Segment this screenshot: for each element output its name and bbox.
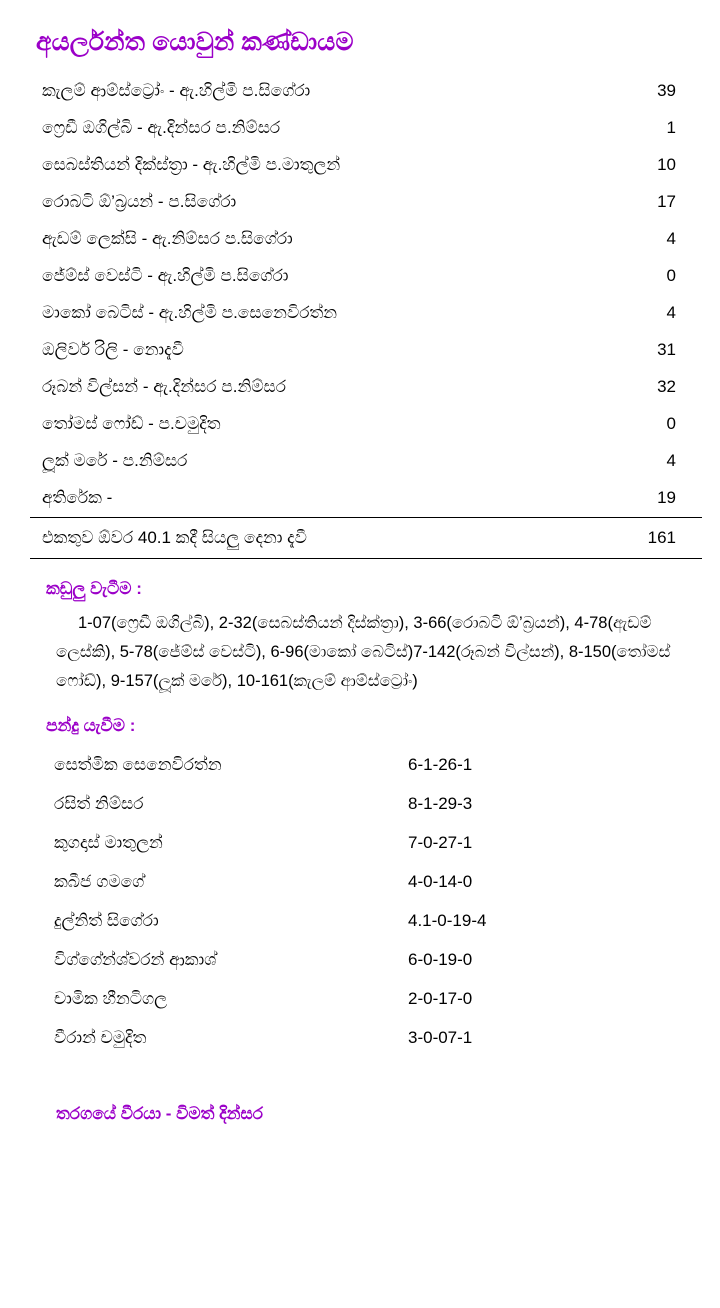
bowler-figures: 4.1-0-19-4 xyxy=(408,910,487,930)
bowler-name: වීරාන් චමුදිත xyxy=(54,1027,147,1047)
table-row xyxy=(30,332,702,369)
table-row xyxy=(54,824,608,863)
bowler-name: කුගදාස් මාතුලන් xyxy=(54,832,163,852)
bowler-name: චාමික හීනටිගල xyxy=(54,988,168,1008)
bowling-rows xyxy=(54,746,608,1058)
batter-name: ෆ්‍රෙඩී ඔගිල්බි - ඇ.දින්සර ප.නිම්සර xyxy=(42,118,281,137)
batting-scorecard xyxy=(30,73,702,559)
batter-runs: 4 xyxy=(666,303,676,322)
bowler-figures: 7-0-27-1 xyxy=(408,832,473,852)
batter-name: ඇඩම් ලෙක්සි - ඇ.නිම්සර ප.සිගේරා xyxy=(42,229,293,248)
table-row xyxy=(30,443,702,480)
total-runs: 161 xyxy=(586,518,702,559)
batter-name: ඔලිවර් රිලි - නොදැවී xyxy=(42,340,184,359)
table-row xyxy=(54,941,608,980)
bowler-name: විග්ගේන්ශ්වරන් ආකාශ් xyxy=(54,949,217,969)
batter-runs: 31 xyxy=(657,340,676,359)
batting-rows xyxy=(30,73,702,559)
table-row xyxy=(30,184,702,221)
batter-runs: 39 xyxy=(657,81,676,100)
batter-runs: 32 xyxy=(657,377,676,396)
bowler-name: දුල්නිත් සිගේරා xyxy=(54,910,159,930)
table-row xyxy=(30,295,702,332)
table-row xyxy=(54,902,608,941)
page-title: අයර්ලන්ත යොවුන් කණ්ඩායම xyxy=(36,28,354,56)
batter-runs: 4 xyxy=(666,451,676,470)
bowler-name: රසිත් නිම්සර xyxy=(54,793,144,813)
total-row xyxy=(30,518,702,559)
table-row xyxy=(30,406,702,443)
table-row xyxy=(54,863,608,902)
bowler-name: කබීජ ගමගේ xyxy=(54,871,145,891)
batter-name: රූබන් විල්සන් - ඇ.දින්සර ප.නිම්සර xyxy=(42,377,287,396)
batter-name: කැලම් ආම්ස්ට්‍රෝං - ඇ.හිල්මි ප.සිගේරා xyxy=(42,81,311,100)
table-row xyxy=(30,110,702,147)
bowler-figures: 8-1-29-3 xyxy=(408,793,473,813)
batter-runs: 0 xyxy=(666,266,676,285)
fall-of-wickets-text: 1-07(ෆ්‍රෙඩී ඔගිල්බි), 2-32(සෙබස්තියන් දිස්ක්ත්‍රා), 3-66(රොබටි ඕ’බ්‍රයන්), 4-78(ඇඩම් ලෙස්කි), 5-78(ජේම්ස් වෙස්ටි), 6-96(මාකෝ බෙටිස්)7-142(රූබන් විල්සන්), 8-150(තෝමස් ෆෝඩ්), 9-157(ලූක් මරේ), 10-161(කැලම් ආම්ස්ට්‍රෝං) xyxy=(56,614,671,690)
table-row xyxy=(54,785,608,824)
batter-runs: 17 xyxy=(657,192,676,211)
table-row xyxy=(30,221,702,258)
batter-name: තෝමස් ෆෝඩ් - ප.චමුදිත xyxy=(42,414,221,433)
batter-name: රොබටි ඕ’බ්‍රයන් - ප.සිගේරා xyxy=(42,192,237,211)
table-row xyxy=(54,746,608,785)
batter-name: මාකෝ බෙටිස් - ඇ.හිල්මි ප.සෙනෙවිරත්න xyxy=(42,303,338,322)
batter-runs: 4 xyxy=(666,229,676,248)
batter-runs: 0 xyxy=(666,414,676,433)
table-row xyxy=(30,147,702,184)
bowler-figures: 3-0-07-1 xyxy=(408,1027,473,1047)
batter-runs: 10 xyxy=(657,155,676,174)
table-row xyxy=(54,1019,608,1058)
table-row xyxy=(30,258,702,295)
batter-name: සෙබස්තියන් දික්ස්ත්‍රා - ඇ.හිල්මි ප.මාතුලන් xyxy=(42,155,341,174)
extras-label: අතිරේක - xyxy=(42,488,113,507)
bowler-figures: 6-0-19-0 xyxy=(408,949,473,969)
table-row xyxy=(30,369,702,406)
fall-of-wickets-heading: කඩුලු වැටීම : xyxy=(46,579,142,598)
bowler-figures: 4-0-14-0 xyxy=(408,871,473,891)
batter-runs: 1 xyxy=(666,118,676,137)
bowling-heading: පන්දු යැවීම : xyxy=(46,715,136,735)
batter-name: ලූක් මරේ - ප.නිම්සර xyxy=(42,451,188,470)
bowler-name: සෙත්මික සෙනෙවිරත්න xyxy=(54,754,222,774)
table-row xyxy=(30,480,702,518)
table-row xyxy=(30,73,702,110)
total-label: එකතුව ඕවර 40.1 කදී සියලු දෙනා දැවී xyxy=(30,518,586,559)
man-of-the-match: තරගයේ වීරයා - විමත් දින්සර xyxy=(56,1103,263,1123)
bowler-figures: 2-0-17-0 xyxy=(408,988,473,1008)
table-row xyxy=(54,980,608,1019)
extras-runs: 19 xyxy=(657,488,676,507)
batter-name: ජේම්ස් වෙස්ටි - ඇ.හිල්මි ප.සිගේරා xyxy=(42,266,289,285)
bowler-figures: 6-1-26-1 xyxy=(408,754,473,774)
bowling-table xyxy=(54,746,608,1058)
